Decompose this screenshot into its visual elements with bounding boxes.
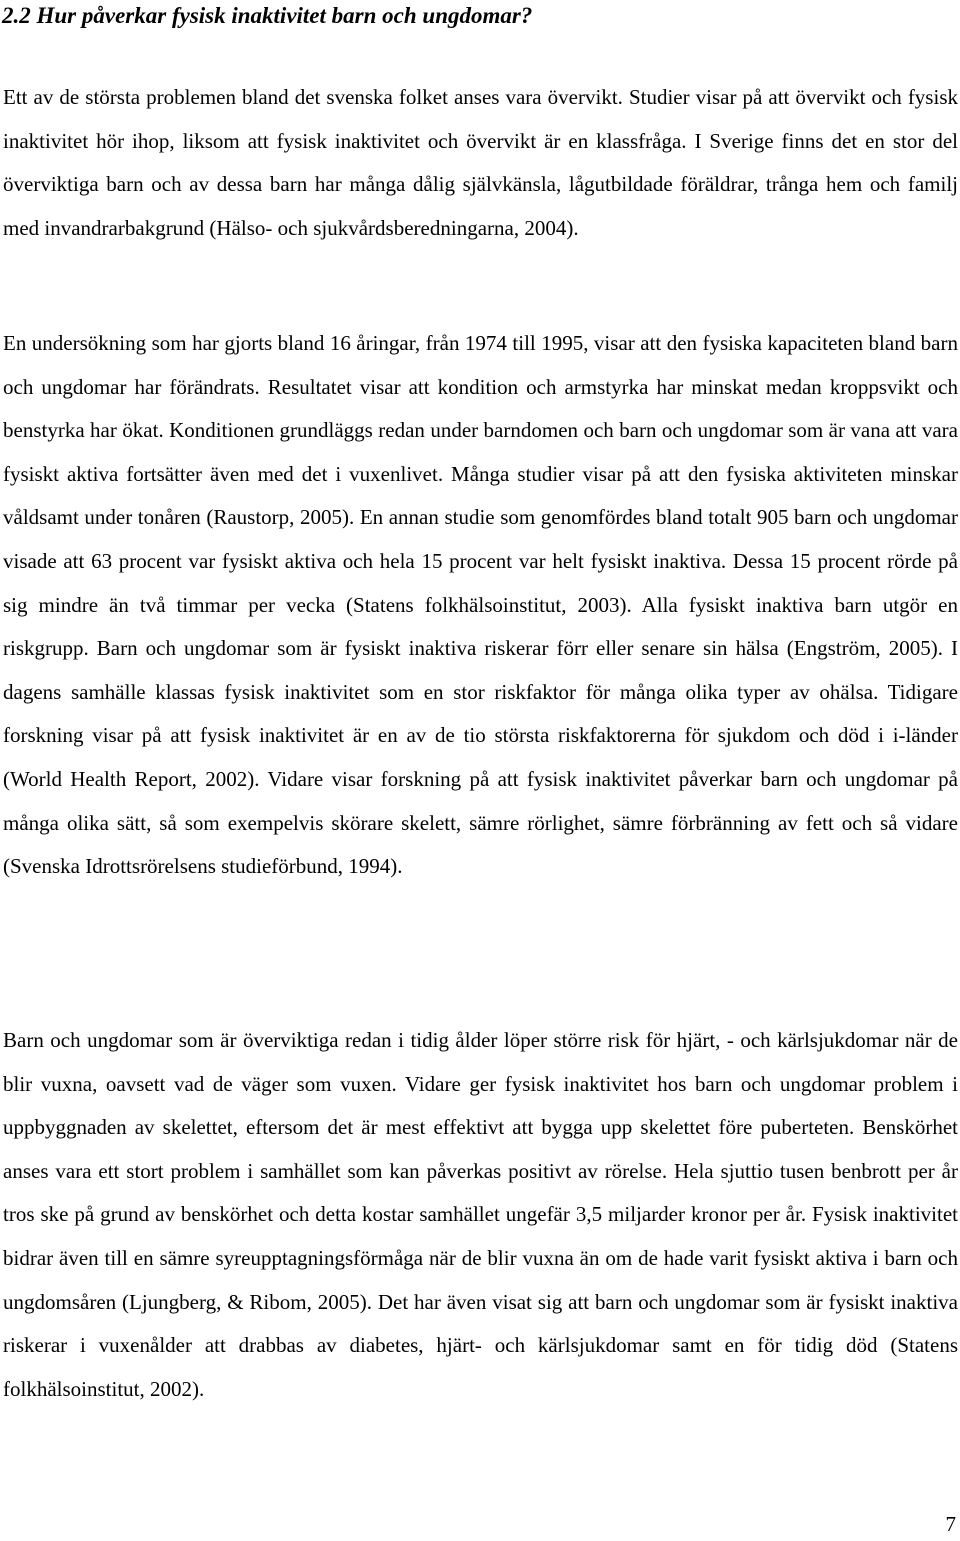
section-heading: 2.2 Hur påverkar fysisk inaktivitet barn och ungdomar? (2, 3, 533, 28)
paragraph-health-risks: Barn och ungdomar som är överviktiga redan i tidig ålder löper större risk för hjärt, - och kärlsjukdomar när de blir vuxna, oavsett vad de väger som vuxen. Vidare ger fysisk inaktivitet hos barn och ungdomar problem i uppbyggnaden av skelettet, eftersom det är mest effektivt att bygga upp skelettet före puberteten. Benskörhet anses vara ett stort problem i samhället som kan påverkas positivt av rörelse. Hela sjuttio tusen benbrott per år tros ske på grund av benskörhet och detta kostar samhället ungefär 3,5 miljarder kronor per år. Fysisk inaktivitet bidrar även till en sämre syreupptagningsförmåga när de blir vuxna än om de hade varit fysiskt aktiva i barn och ungdomsåren (Ljungberg, & Ribom, 2005). Det har även visat sig att barn och ungdomar som är fysiskt inaktiva riskerar i vuxenålder att drabbas av diabetes, hjärt- och kärlsjukdomar samt en för tidig död (Statens folkhälsoinstitut, 2002). (3, 1028, 958, 1401)
paragraph-overweight-intro: Ett av de största problemen bland det svenska folket anses vara övervikt. Studier visar på att övervikt och fysisk inaktivitet hör ihop, liksom att fysisk inaktivitet och övervikt är en klassfråga. I Sverige finns det en stor del överviktiga barn och av dessa barn har många dålig självkänsla, lågutbildade föräldrar, trånga hem och familj med invandrarbakgrund (Hälso- och sjukvårdsberedningarna, 2004). (3, 85, 958, 240)
paragraph-physical-capacity: En undersökning som har gjorts bland 16 åringar, från 1974 till 1995, visar att den fysiska kapaciteten bland barn och ungdomar har förändrats. Resultatet visar att kondition och armstyrka har minskat medan kroppsvikt och benstyrka har ökat. Konditionen grundläggs redan under barndomen och barn och ungdomar som är vana att vara fysiskt aktiva fortsätter även med det i vuxenlivet. Många studier visar på att den fysiska aktiviteten minskar våldsamt under tonåren (Raustorp, 2005). En annan studie som genomfördes bland totalt 905 barn och ungdomar visade att 63 procent var fysiskt aktiva och hela 15 procent var helt fysiskt inaktiva. Dessa 15 procent rörde på sig mindre än två timmar per vecka (Statens folkhälsoinstitut, 2003). Alla fysiskt inaktiva barn utgör en riskgrupp. Barn och ungdomar som är fysiskt inaktiva riskerar förr eller senare sin hälsa (Engström, 2005). I dagens samhälle klassas fysisk inaktivitet som en stor riskfaktor för många olika typer av ohälsa. Tidigare forskning visar på att fysisk inaktivitet är en av de tio största riskfaktorerna för sjukdom och död i i-länder (World Health Report, 2002). Vidare visar forskning på att fysisk inaktivitet påverkar barn och ungdomar på många olika sätt, så som exempelvis skörare skelett, sämre rörlighet, sämre förbränning av fett och så vidare (Svenska Idrottsrörelsens studieförbund, 1994). (3, 331, 958, 879)
page-number: 7 (945, 1512, 956, 1536)
